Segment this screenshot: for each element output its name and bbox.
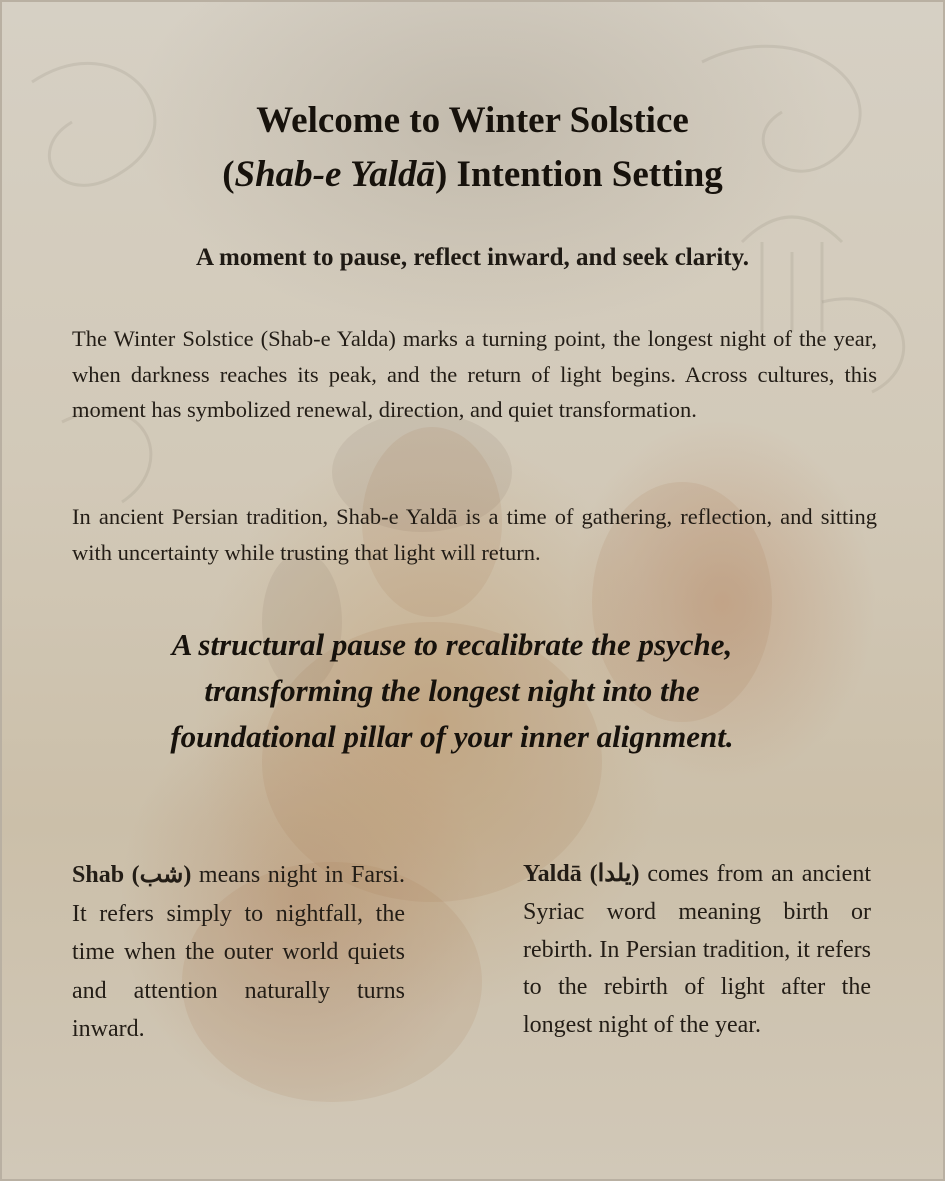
title-italic-term: Shab-e Yaldā (234, 154, 435, 195)
content (2, 2, 945, 1181)
title-line-2-rest: ) Intention Setting (434, 154, 723, 195)
intro-paragraph: The Winter Solstice (Shab-e Yalda) marks a turning point, the longest night of the year, when darkness reaches its peak, and the return of light begins. Across cultures, this moment has symbolized renewal, direction, and quiet transformation. (72, 326, 877, 423)
tradition-paragraph: In ancient Persian tradition, Shab-e Yaldā is a time of gathering, reflection, and sitting with uncertainty while trusting that light will return. (72, 504, 877, 565)
shab-text: means night in Farsi. It refers simply to nightfall, the time when the outer world quiets and attention naturally turns inward. (72, 862, 405, 1042)
title-line-1: Welcome to Winter Solstice (256, 100, 689, 141)
shab-definition (72, 856, 405, 1049)
subtitle: A moment to pause, reflect inward, and seek clarity. (196, 244, 749, 271)
shab-term: Shab (شب) (72, 862, 192, 888)
pull-quote (72, 622, 832, 760)
title-paren-open: ( (222, 154, 235, 195)
yalda-definition (523, 856, 871, 1045)
quote-line-2: transforming the longest night into the (204, 673, 700, 708)
quote-line-1: A structural pause to recalibrate the psyche, (171, 627, 733, 662)
page-title (2, 94, 943, 202)
yalda-term: Yaldā (یلدا) (523, 861, 640, 887)
quote-line-3: foundational pillar of your inner alignment. (170, 719, 734, 754)
yalda-text: comes from an ancient Syriac word meaning birth or rebirth. In Persian tradition, it refers to the rebirth of light after the longest night of the year. (523, 861, 871, 1039)
